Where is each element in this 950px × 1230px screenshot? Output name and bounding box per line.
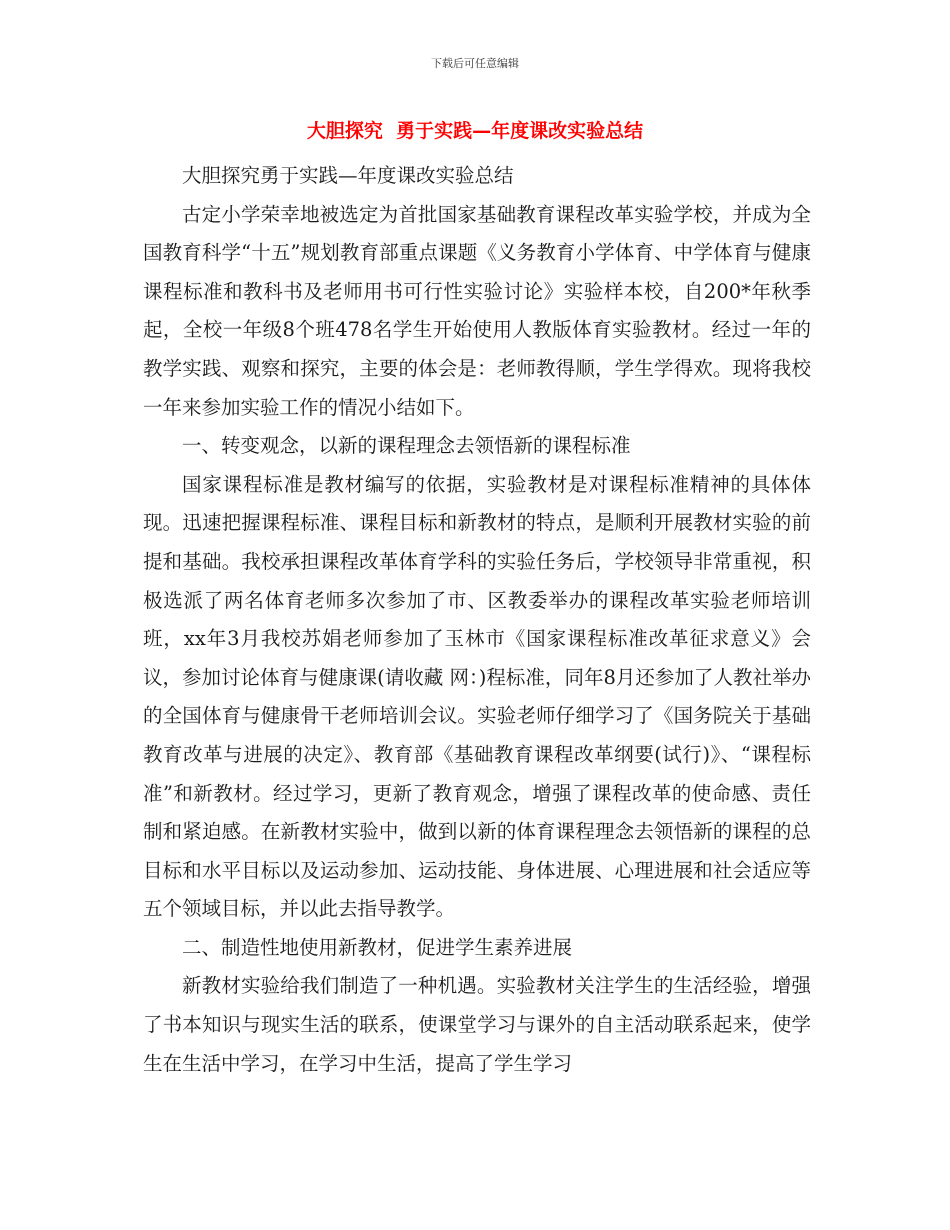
paragraph-intro: 古定小学荣幸地被选定为首批国家基础教育课程改革实验学校，并成为全国教育科学“十五”规划教育部重点课题《义务教育小学体育、中学体育与健康课程标准和教科书及老师用书可行性实验讨论》实验样本校，自200*年秋季起，全校一年级8个班478名学生开始使用人教版体育实验教材。经过一年的教学实践、观察和探究，主要的体会是：老师教得顺，学生学得欢。现将我校一年来参加实验工作的情况小结如下。 xyxy=(143,202,811,419)
section-heading-2: 二、制造性地使用新教材，促进学生素养进展 xyxy=(182,935,573,959)
header-note: 下载后可任意编辑 xyxy=(431,57,519,70)
paragraph-section-2: 新教材实验给我们制造了一种机遇。实验教材关注学生的生活经验，增强了书本知识与现实生活的联系，使课堂学习与课外的自主活动联系起来，使学生在生活中学习，在学习中生活，提高了学生学习 xyxy=(143,974,811,1075)
document-body xyxy=(143,157,811,1083)
section-heading-1: 一、转变观念，以新的课程理念去领悟新的课程标准 xyxy=(182,434,631,458)
document-title: 大胆探究 勇于实践—年度课改实验总结 xyxy=(306,120,644,142)
paragraph-subtitle: 大胆探究勇于实践—年度课改实验总结 xyxy=(182,164,514,187)
paragraph-section-1: 国家课程标准是教材编写的依据，实验教材是对课程标准精神的具体体现。迅速把握课程标准、课程目标和新教材的特点，是顺利开展教材实验的前提和基础。我校承担课程改革体育学科的实验任务后，学校领导非常重视，积极选派了两名体育老师多次参加了市、区教委举办的课程改革实验老师培训班，xx年3月我校苏娟老师参加了玉林市《国家课程标准改革征求意义》会议，参加讨论体育与健康课(请收藏 网：)程标准，同年8月还参加了人教社举办的全国体育与健康骨干老师培训会议。实验老师仔细学习了《国务院关于基础教育改革与进展的决定》、教育部《基础教育课程改革纲要(试行)》、“课程标准”和新教材。经过学习，更新了教育观念，增强了课程改革的使命感、责任制和紧迫感。在新教材实验中，做到以新的体育课程理念去领悟新的课程的总目标和水平目标以及运动参加、运动技能、身体进展、心理进展和社会适应等五个领域目标，并以此去指导教学。 xyxy=(143,472,811,921)
